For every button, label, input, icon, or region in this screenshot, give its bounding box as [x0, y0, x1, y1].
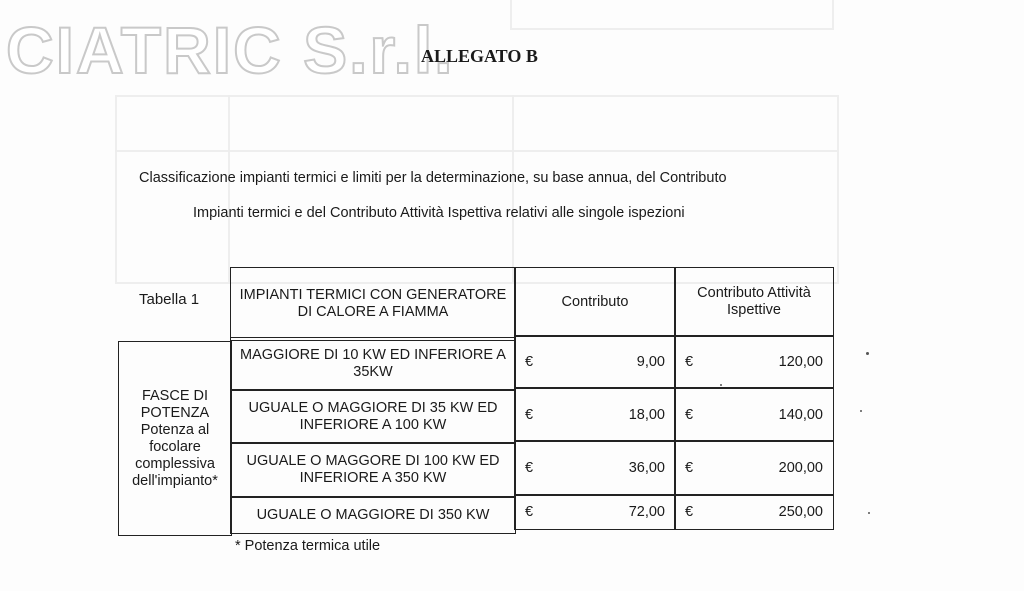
attivita-value: 140,00: [778, 406, 823, 423]
contributo-value: 72,00: [628, 504, 665, 520]
table-row-attivita: [674, 335, 834, 389]
currency-symbol: €: [525, 406, 534, 423]
table-row-contributo: [514, 335, 676, 389]
currency-symbol: €: [685, 406, 694, 423]
ghost-col-divider: [228, 95, 230, 282]
table-row-contributo: [514, 440, 676, 496]
intro-line-2: Impianti termici e del Contributo Attività Ispettiva relativi alle singole ispezioni: [193, 205, 685, 221]
document-title: ALLEGATO B: [421, 46, 538, 66]
currency-symbol: €: [685, 504, 694, 520]
currency-symbol: €: [525, 354, 534, 370]
currency-symbol: €: [525, 460, 534, 476]
table-row-contributo: [514, 387, 676, 442]
header-impianti: IMPIANTI TERMICI CON GENERATORE DI CALORE A FIAMMA: [230, 267, 516, 341]
table-row-attivita: [674, 387, 834, 442]
footnote: * Potenza termica utile: [235, 538, 381, 554]
currency-symbol: €: [685, 460, 694, 476]
contributo-value: 36,00: [628, 460, 665, 476]
scan-speck: [720, 384, 722, 386]
table-row-range: UGUALE O MAGGIORE DI 35 KW ED INFERIORE A 100 KW: [230, 389, 516, 444]
currency-symbol: €: [525, 504, 534, 520]
ghost-table-back: [115, 95, 839, 284]
attivita-value: 120,00: [778, 354, 823, 370]
ghost-row-divider: [115, 150, 837, 152]
header-attivita: Contributo Attività Ispettive: [674, 267, 834, 337]
scan-speck: [868, 512, 870, 514]
scan-speck: [866, 352, 869, 355]
contributo-value: 9,00: [636, 354, 665, 370]
table-label: Tabella 1: [139, 291, 200, 308]
fasce-di-potenza-label: FASCE DI POTENZA Potenza al focolare complessiva dell'impianto*: [118, 341, 232, 536]
ghost-table-top: [510, 0, 834, 30]
table-row-attivita: [674, 440, 834, 496]
ghost-col-divider-2: [512, 95, 514, 282]
table-row-range: MAGGIORE DI 10 KW ED INFERIORE A 35KW: [230, 337, 516, 391]
table-row-attivita: [674, 494, 834, 530]
intro-line-1: Classificazione impianti termici e limiti per la determinazione, su base annua, del Contributo: [139, 170, 727, 186]
table-row-range: UGUALE O MAGGORE DI 100 KW ED INFERIORE A 350 KW: [230, 442, 516, 498]
attivita-value: 250,00: [778, 504, 823, 520]
table-row-contributo: [514, 494, 676, 530]
currency-symbol: €: [685, 354, 694, 370]
header-contributo: Contributo: [514, 267, 676, 337]
table-row-range: UGUALE O MAGGIORE DI 350 KW: [230, 496, 516, 534]
scan-speck: [860, 410, 862, 412]
company-watermark: CIATRIC S.r.l.: [6, 13, 455, 87]
attivita-value: 200,00: [778, 460, 823, 476]
contributo-value: 18,00: [628, 406, 665, 423]
